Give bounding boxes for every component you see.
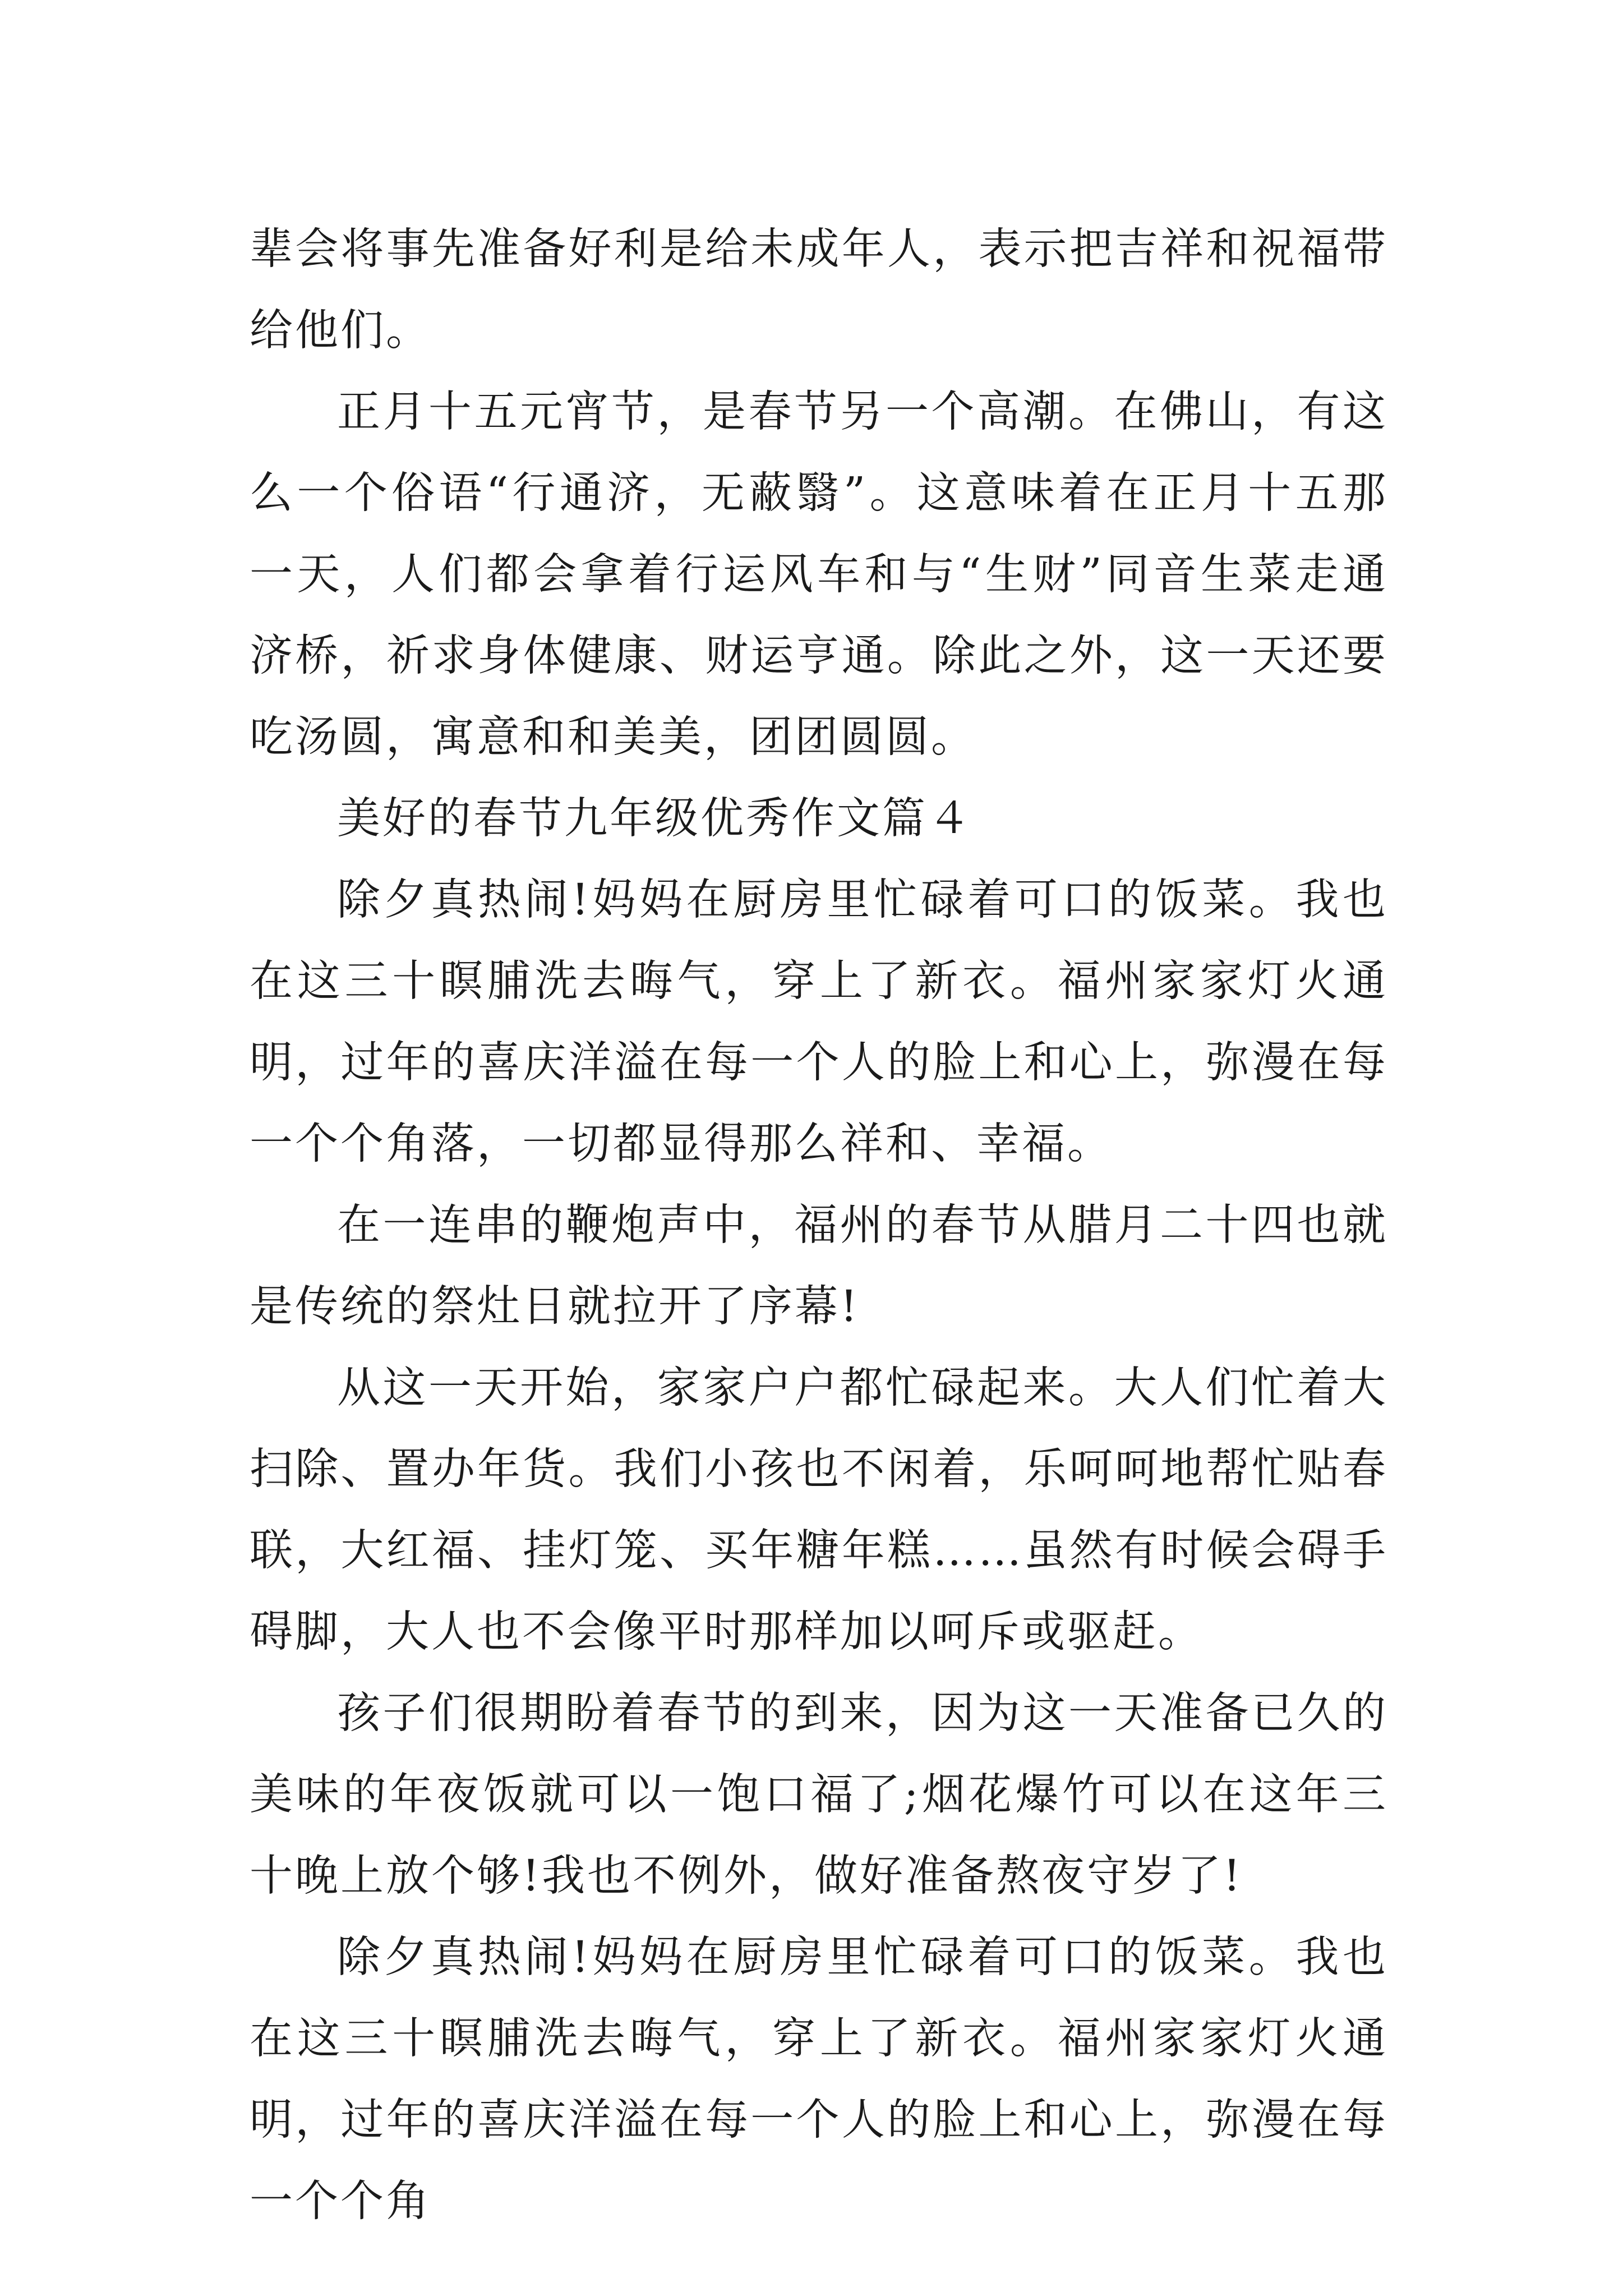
- section-heading: 美好的春节九年级优秀作文篇４: [337, 794, 973, 844]
- paragraph-lantern-festival: 正月十五元宵节，是春节另一个高潮。在佛山，有这么一个俗语“行通济，无蔽翳”。这意味着在正月十五那一天，人们都会拿着行运风车和与“生财”同音生菜走通济桥，祈求身体健康、财运亨通。除此之外，这一天还要吃汤圆，寓意和和美美，团团圆圆。: [250, 387, 1388, 762]
- paragraph-children: 孩子们很期盼着春节的到来，因为这一天准备已久的美味的年夜饭就可以一饱口福了;烟花爆竹可以在这年三十晚上放个够!我也不例外，做好准备熬夜守岁了!: [250, 1688, 1388, 1901]
- paragraph-new-years-eve-repeat: 除夕真热闹!妈妈在厨房里忙碌着可口的饭菜。我也在这三十瞑脯洗去晦气，穿上了新衣。福州家家灯火通明，过年的喜庆洋溢在每一个人的脸上和心上，弥漫在每一个个角: [250, 1932, 1388, 2226]
- essay-body: [250, 209, 1388, 2242]
- paragraph-continuation: 辈会将事先准备好利是给未成年人，表示把吉祥和祝福带给他们。: [250, 224, 1388, 356]
- paragraph-new-years-eve: 除夕真热闹!妈妈在厨房里忙碌着可口的饭菜。我也在这三十瞑脯洗去晦气，穿上了新衣。福州家家灯火通明，过年的喜庆洋溢在每一个人的脸上和心上，弥漫在每一个个角落，一切都显得那么祥和、幸福。: [250, 875, 1388, 1169]
- paragraph-firecrackers: 在一连串的鞭炮声中，福州的春节从腊月二十四也就是传统的祭灶日就拉开了序幕!: [250, 1200, 1388, 1332]
- paragraph-preparations: 从这一天开始，家家户户都忙碌起来。大人们忙着大扫除、置办年货。我们小孩也不闲着，乐呵呵地帮忙贴春联，大红福、挂灯笼、买年糖年糕……虽然有时候会碍手碍脚，大人也不会像平时那样加以呵斥或驱赶。: [250, 1363, 1388, 1657]
